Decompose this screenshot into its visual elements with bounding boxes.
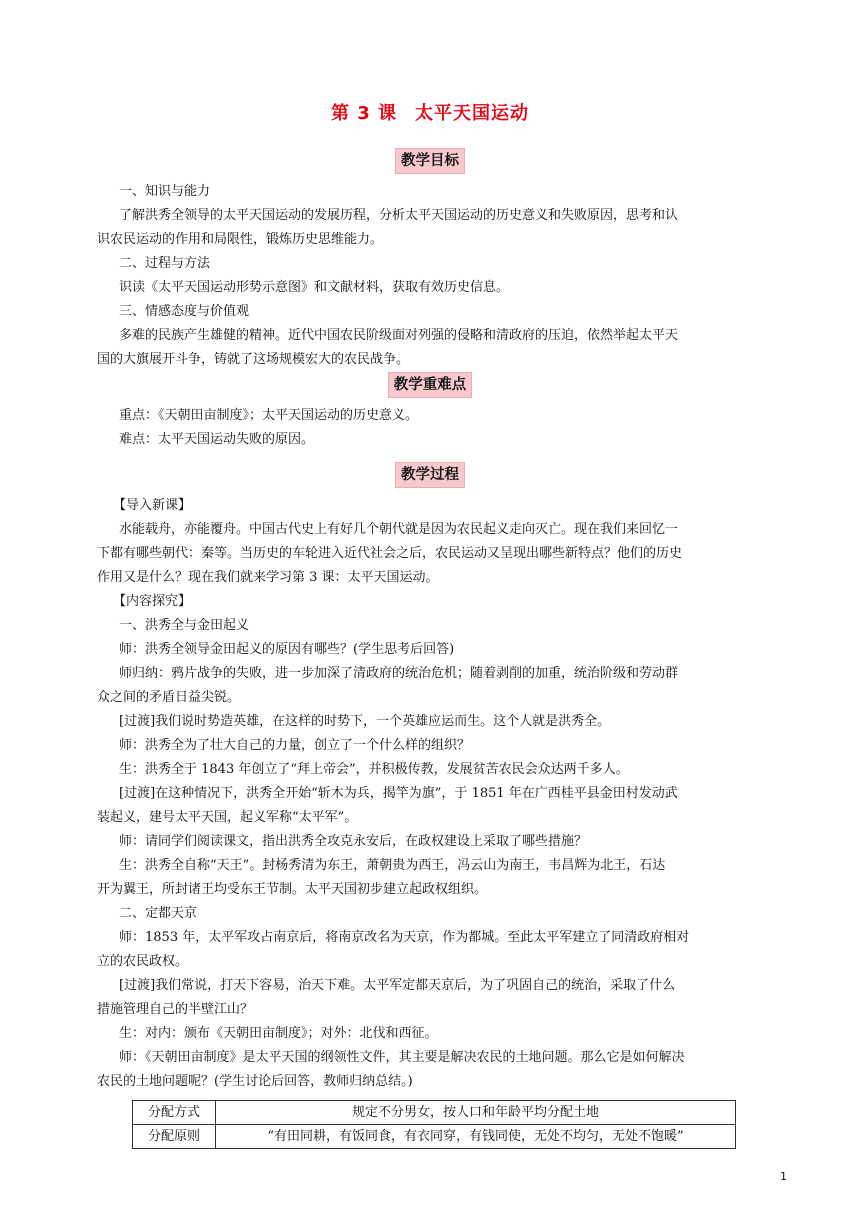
section-heading-key-points: 教学重难点 [0, 372, 860, 398]
table-row [133, 1101, 736, 1125]
table-cell-value: “有田同耕，有饭同食，有衣同穿，有钱同使，无处不均匀，无处不饱暖” [216, 1125, 736, 1149]
line-m4b: 农民的土地问题呢？(学生讨论后回答，教师归纳总结。) [97, 1074, 413, 1089]
intro-text-a: 水能载舟，亦能覆舟。中国古代史上有好几个朝代就是因为农民起义走向灭亡。现在我们来回忆一 [119, 522, 679, 537]
goal-heading-3: 三、情感态度与价值观 [119, 304, 250, 319]
intro-text-b: 下都有哪些朝代：秦等。当历史的车轮进入近代社会之后，农民运动又呈现出哪些新特点？他们的历史 [97, 546, 683, 561]
section-heading-goals: 教学目标 [0, 148, 860, 174]
page-number: 1 [780, 1170, 787, 1183]
line-5: 生：洪秀全于 1843 年创立了“拜上帝会”，并积极传教，发展贫苦农民会众达两千多人。 [119, 762, 629, 777]
line-6b: 装起义，建号太平天国，起义军称“太平军”。 [97, 810, 358, 825]
line-m2a: [过渡]我们常说，打天下容易，治天下难。太平军定都天京后，为了巩固自己的统治，采取了什么 [119, 978, 676, 993]
goal-text-2: 识读《太平天国运动形势示意图》和文献材料，获取有效历史信息。 [119, 280, 510, 295]
land-distribution-table [132, 1100, 736, 1149]
explore-tag: 【内容探究】 [113, 594, 192, 609]
line-8a: 生：洪秀全自称“天王”。封杨秀清为东王，萧朝贵为西王，冯云山为南王，韦昌辉为北王，石达 [119, 858, 666, 873]
goal-text-1b: 识农民运动的作用和局限性，锻炼历史思维能力。 [97, 232, 384, 247]
line-2a: 师归纳：鸦片战争的失败，进一步加深了清政府的统治危机；随着剥削的加重，统治阶级和劳动群 [119, 666, 679, 681]
line-4: 师：洪秀全为了壮大自己的力量，创立了一个什么样的组织？ [119, 738, 471, 753]
table-cell-key: 分配方式 [133, 1101, 216, 1125]
table-cell-key: 分配原则 [133, 1125, 216, 1149]
subsection-1: 一、洪秀全与金田起义 [119, 618, 250, 633]
line-m4a: 师：《天朝田亩制度》是太平天国的纲领性文件，其主要是解决农民的土地问题。那么它是如何解决 [119, 1050, 685, 1065]
intro-text-c: 作用又是什么？现在我们就来学习第 3 课：太平天国运动。 [97, 570, 439, 585]
line-6a: [过渡]在这种情况下，洪秀全开始“斩木为兵，揭竿为旗”，于 1851 年在广西桂平县金田村发动武 [119, 786, 678, 801]
goal-text-3a: 多难的民族产生雄健的精神。近代中国农民阶级面对列强的侵略和清政府的压迫，依然举起太平天 [119, 328, 679, 343]
section-heading-process: 教学过程 [0, 462, 860, 488]
line-7: 师：请同学们阅读课文，指出洪秀全攻克永安后，在政权建设上采取了哪些措施？ [119, 834, 588, 849]
line-8b: 开为翼王，所封诸王均受东王节制。太平天国初步建立起政权组织。 [97, 882, 488, 897]
goal-text-1a: 了解洪秀全领导的太平天国运动的发展历程，分析太平天国运动的历史意义和失败原因，思考和认 [119, 208, 679, 223]
line-m1b: 立的农民政权。 [97, 954, 189, 969]
table-row [133, 1125, 736, 1149]
line-m3: 生：对内：颁布《天朝田亩制度》；对外：北伐和西征。 [119, 1026, 438, 1041]
goal-text-3b: 国的大旗展开斗争，铸就了这场规模宏大的农民战争。 [97, 352, 410, 367]
goal-heading-1: 一、知识与能力 [119, 184, 211, 199]
lesson-number: 第 3 课 [330, 103, 398, 124]
key-point-text: 重点：《天朝田亩制度》；太平天国运动的历史意义。 [119, 408, 419, 423]
line-m2b: 措施管理自己的半壁江山？ [97, 1002, 254, 1017]
table-cell-value: 规定不分男女，按人口和年龄平均分配土地 [216, 1101, 736, 1125]
line-1: 师：洪秀全领导金田起义的原因有哪些？(学生思考后回答) [119, 642, 455, 657]
subsection-2: 二、定都天京 [119, 906, 198, 921]
goal-heading-2: 二、过程与方法 [119, 256, 211, 271]
line-3: [过渡]我们说时势造英雄，在这样的时势下，一个英雄应运而生。这个人就是洪秀全。 [119, 714, 611, 729]
intro-tag: 【导入新课】 [113, 498, 192, 513]
lesson-title [0, 99, 860, 125]
difficult-point-text: 难点：太平天国运动失败的原因。 [119, 432, 315, 447]
line-2b: 众之间的矛盾日益尖锐。 [97, 690, 241, 705]
line-m1a: 师：1853 年，太平军攻占南京后，将南京改名为天京，作为都城。至此太平军建立了同清政府相对 [119, 930, 690, 945]
lesson-name: 太平天国运动 [415, 103, 530, 124]
